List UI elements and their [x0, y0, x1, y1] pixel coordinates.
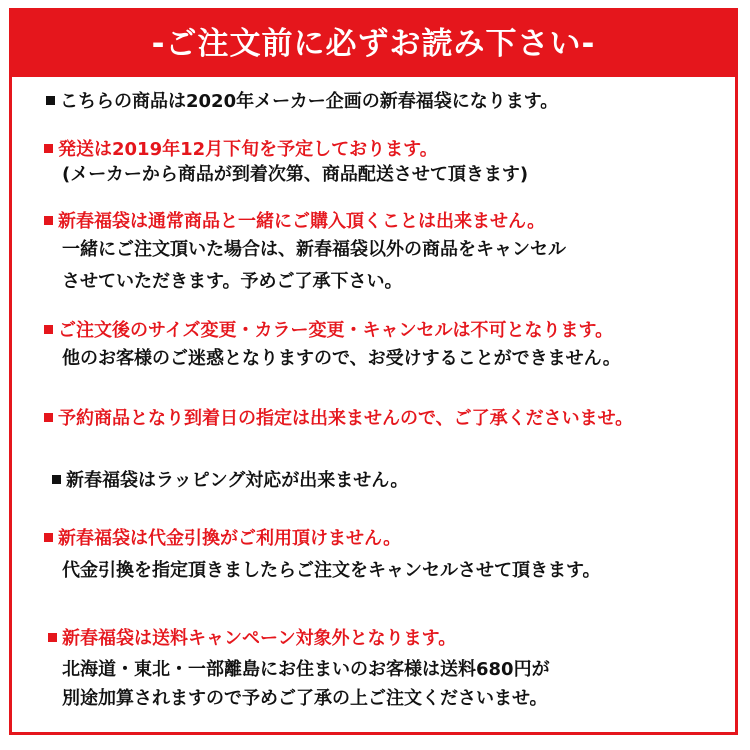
notice-banner: -ご注文前に必ずお読み下さい-: [12, 11, 735, 77]
notice-1-heading: [46, 91, 558, 113]
notice-7-heading-text: 新春福袋は代金引換がご利用頂けません。: [58, 528, 402, 549]
bullet-icon: [44, 413, 53, 422]
bullet-icon: [44, 325, 53, 334]
notice-3-heading-text: 新春福袋は通常商品と一緒にご購入頂くことは出来ません。: [58, 211, 546, 232]
notice-4-line-1: 他のお客様のご迷惑となりますので、お受けすることができません。: [62, 348, 621, 369]
notice-1-heading-text: こちらの商品は2020年メーカー企画の新春福袋になります。: [60, 91, 559, 112]
notice-8-line-2: 別途加算されますので予めご了承の上ご注文くださいませ。: [62, 688, 548, 709]
notice-7-heading: [44, 528, 401, 550]
notice-2-heading-text: 発送は2019年12月下旬を予定しております。: [58, 139, 438, 160]
notice-6-heading: [52, 470, 408, 492]
bullet-icon: [44, 216, 53, 225]
notice-8-line-1: 北海道・東北・一部離島にお住まいのお客様は送料680円が: [62, 659, 550, 680]
notice-7-line-1: 代金引換を指定頂きましたらご注文をキャンセルさせて頂きます。: [62, 560, 601, 581]
notice-8-heading-text: 新春福袋は送料キャンペーン対象外となります。: [62, 628, 457, 649]
notice-5-heading-text: 予約商品となり到着日の指定は出来ませんので、ご了承くださいませ。: [58, 408, 634, 429]
notice-8-heading: [48, 628, 456, 650]
notice-3-heading: [44, 211, 545, 233]
notice-frame: [9, 8, 738, 735]
notice-2-line-1: (メーカーから商品が到着次第、商品配送させて頂きます): [62, 164, 529, 185]
notice-6-heading-text: 新春福袋はラッピング対応が出来ません。: [66, 470, 409, 491]
notice-4-heading: [44, 320, 613, 342]
bullet-icon: [52, 475, 61, 484]
notice-3-line-1: 一緒にご注文頂いた場合は、新春福袋以外の商品をキャンセル: [62, 239, 566, 260]
notice-3-line-2: させていただきます。予めご了承下さい。: [62, 271, 403, 292]
notice-5-heading: [44, 408, 633, 430]
bullet-icon: [46, 96, 55, 105]
bullet-icon: [44, 533, 53, 542]
bullet-icon: [44, 144, 53, 153]
bullet-icon: [48, 633, 57, 642]
notice-4-heading-text: ご注文後のサイズ変更・カラー変更・キャンセルは不可となります。: [58, 320, 614, 341]
notice-2-heading: [44, 139, 438, 161]
